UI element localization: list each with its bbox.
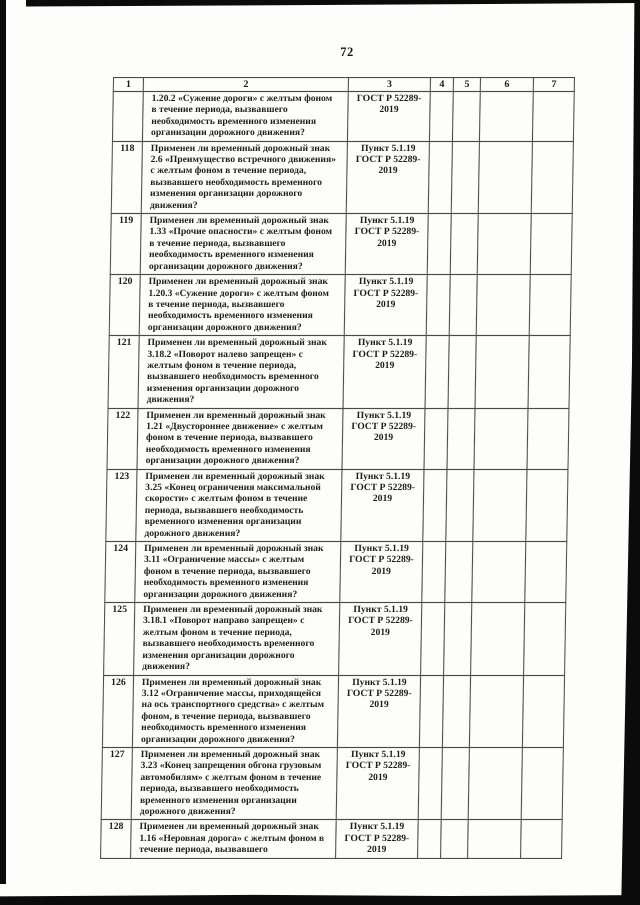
column-header-2: 2 bbox=[143, 78, 348, 92]
reference-cell bbox=[337, 675, 420, 747]
reference-text: Пункт 5.1.19 ГОСТ Р 52289-2019 bbox=[350, 470, 416, 505]
table-row bbox=[104, 603, 566, 675]
answer-cell-7 bbox=[529, 275, 571, 336]
reference-cell bbox=[343, 336, 426, 408]
answer-cell-6 bbox=[468, 820, 522, 858]
table-row bbox=[101, 820, 563, 858]
row-number: 118 bbox=[120, 142, 135, 154]
question-cell bbox=[142, 92, 348, 142]
question-cell bbox=[136, 469, 342, 541]
answer-cell-5 bbox=[452, 92, 480, 142]
answer-cell-7 bbox=[530, 214, 572, 275]
row-number-cell bbox=[111, 141, 142, 213]
reference-cell bbox=[336, 747, 419, 819]
answer-cell-5 bbox=[441, 747, 469, 819]
table-row bbox=[111, 141, 573, 213]
answer-cell-7 bbox=[527, 408, 569, 469]
answer-cell-6 bbox=[471, 603, 525, 675]
row-number: 123 bbox=[114, 470, 130, 482]
answer-cell-4 bbox=[426, 275, 450, 336]
scan-edge-right bbox=[620, 0, 640, 905]
answer-cell-6 bbox=[474, 408, 528, 469]
question-text: Применен ли временный дорожный знак 1.33 «Прочие опасности» с желтым фоном в течение периода, вызвавшего необходимость временного изменения организации дорожного движения? bbox=[148, 215, 333, 272]
reference-text: ГОСТ Р 52289-2019 bbox=[356, 93, 422, 116]
answer-cell-6 bbox=[469, 675, 523, 747]
answer-cell-5 bbox=[442, 675, 470, 747]
answer-cell-6 bbox=[468, 747, 522, 819]
answer-cell-4 bbox=[427, 214, 451, 275]
answer-cell-6 bbox=[478, 141, 532, 213]
checklist-table-container bbox=[100, 77, 575, 859]
table-row bbox=[112, 92, 574, 142]
answer-cell-7 bbox=[521, 820, 563, 858]
question-text: Применен ли временный дорожный знак 3.12 «Ограничение массы, приходящейся на ось транспортного средства» с желтым фоном, в течение периода, вызвавшего необходимость временного изменения организации дорожного движения? bbox=[140, 676, 325, 745]
table-row bbox=[109, 275, 571, 336]
question-text: Применен ли временный дорожный знак 3.23 «Конец запрещения обгона грузовым автомобилям» с желтым фоном в течение периода, вызвавшего необходимость временного изменения организации дорожного движения? bbox=[139, 748, 322, 817]
answer-cell-6 bbox=[476, 275, 530, 336]
row-number: 126 bbox=[111, 676, 126, 688]
answer-cell-4 bbox=[429, 92, 453, 142]
reference-cell bbox=[342, 408, 425, 469]
row-number-cell bbox=[106, 469, 137, 541]
row-number-cell bbox=[104, 603, 135, 675]
question-text: Применен ли временный дорожный знак 2.6 «Преимущество встречного движения» с желтым фоном в течение периода, вызвавшего необходимость временного изменения организации дорожного движения? bbox=[149, 142, 337, 211]
answer-cell-5 bbox=[447, 408, 475, 469]
column-header-5: 5 bbox=[453, 78, 480, 92]
table-row bbox=[106, 469, 568, 541]
answer-cell-4 bbox=[419, 675, 443, 747]
question-text: Применен ли временный дорожный знак 1.21 «Двустороннее движение» с желтым фоном в течение периода, вызвавшего необходимость временного изменения организации дорожного движения? bbox=[145, 409, 326, 467]
row-number-cell bbox=[105, 542, 136, 603]
row-number-cell bbox=[107, 408, 138, 469]
answer-cell-5 bbox=[444, 603, 472, 675]
reference-cell bbox=[344, 275, 427, 336]
reference-cell bbox=[340, 542, 423, 603]
reference-text: Пункт 5.1.19 ГОСТ Р 52289-2019 bbox=[351, 409, 417, 444]
reference-cell bbox=[346, 141, 429, 213]
row-number: 119 bbox=[118, 215, 134, 227]
row-number: 121 bbox=[116, 337, 132, 349]
page-number: 72 bbox=[340, 45, 354, 59]
row-number: 125 bbox=[112, 604, 128, 616]
answer-cell-4 bbox=[421, 603, 445, 675]
answer-cell-5 bbox=[441, 820, 469, 858]
table-row bbox=[108, 336, 570, 408]
answer-cell-7 bbox=[524, 603, 566, 675]
answer-cell-6 bbox=[477, 214, 531, 275]
column-header-7: 7 bbox=[533, 78, 574, 92]
reference-cell bbox=[345, 214, 428, 275]
answer-cell-7 bbox=[528, 336, 570, 408]
table-row bbox=[110, 214, 572, 275]
column-header-6: 6 bbox=[480, 78, 533, 92]
answer-cell-4 bbox=[418, 820, 442, 858]
question-text: Применен ли временный дорожный знак 3.18.2 «Поворот налево запрещен» с желтым фоном в течение периода, вызвавшего необходимость временного изменения организации дорожного движения? bbox=[146, 337, 328, 406]
answer-cell-5 bbox=[450, 214, 478, 275]
answer-cell-7 bbox=[522, 675, 564, 747]
answer-cell-4 bbox=[428, 141, 452, 213]
answer-cell-6 bbox=[473, 469, 527, 541]
row-number-cell bbox=[108, 336, 139, 408]
answer-cell-5 bbox=[449, 275, 477, 336]
question-cell bbox=[134, 603, 340, 675]
answer-cell-5 bbox=[451, 141, 479, 213]
table-row bbox=[102, 675, 564, 747]
question-cell bbox=[131, 820, 337, 858]
reference-text: Пункт 5.1.19 ГОСТ Р 52289-2019 bbox=[353, 276, 419, 310]
table-header-row bbox=[113, 78, 574, 92]
table-row bbox=[105, 542, 567, 603]
row-number-cell bbox=[110, 214, 141, 275]
question-text: Применен ли временный дорожный знак 3.11 «Ограничение массы» с желтым фоном в течение периода, вызвавшего необходимость временного изменения организации дорожного движения? bbox=[143, 543, 324, 600]
reference-text: Пункт 5.1.19 ГОСТ Р 52289-2019 bbox=[355, 142, 421, 177]
answer-cell-7 bbox=[526, 469, 568, 541]
column-header-4: 4 bbox=[430, 78, 453, 92]
reference-text: Пункт 5.1.19 ГОСТ Р 52289-2019 bbox=[354, 215, 420, 249]
table-row bbox=[101, 747, 563, 819]
reference-cell bbox=[339, 603, 422, 675]
row-number-cell bbox=[101, 820, 132, 858]
answer-cell-5 bbox=[445, 542, 473, 603]
answer-cell-7 bbox=[525, 542, 567, 603]
question-cell bbox=[141, 141, 347, 213]
row-number: 120 bbox=[117, 276, 133, 288]
question-text: Применен ли временный дорожный знак 1.20.3 «Сужение дороги» с желтым фоном в течение периода, вызвавшего необходимость временного изменения организации дорожного движения? bbox=[147, 276, 330, 333]
answer-cell-7 bbox=[532, 92, 574, 142]
question-text: Применен ли временный дорожный знак 3.18.1 «Поворот направо запрещен» с желтым фоном в течение периода, вызвавшего необходимость временного изменения организации дорожного движения? bbox=[142, 604, 323, 673]
reference-text: Пункт 5.1.19 ГОСТ Р 52289-2019 bbox=[352, 337, 418, 371]
row-number-cell bbox=[101, 747, 132, 819]
row-number: 128 bbox=[108, 821, 124, 833]
question-cell bbox=[137, 408, 343, 469]
row-number: 122 bbox=[115, 409, 131, 421]
answer-cell-6 bbox=[472, 542, 526, 603]
question-text: 1.20.2 «Сужение дороги» с желтым фоном в течение периода, вызвавшего необходимость временного изменения организации дорожного движения? bbox=[150, 93, 333, 139]
reference-cell bbox=[347, 92, 430, 142]
answer-cell-6 bbox=[479, 92, 533, 142]
answer-cell-4 bbox=[418, 747, 442, 819]
reference-text: Пункт 5.1.19 ГОСТ Р 52289-2019 bbox=[345, 748, 411, 783]
answer-cell-7 bbox=[531, 141, 573, 213]
row-number-cell bbox=[102, 675, 133, 747]
scan-edge-top bbox=[26, 0, 636, 8]
answer-cell-4 bbox=[424, 408, 448, 469]
answer-cell-5 bbox=[446, 469, 474, 541]
column-header-3: 3 bbox=[348, 78, 430, 92]
answer-cell-5 bbox=[448, 336, 476, 408]
answer-cell-4 bbox=[422, 542, 446, 603]
question-text: Применен ли временный дорожный знак 3.25 «Конец ограничения максимальной скорости» с желтым фоном в течение периода, вызвавшего необходимость временного изменения организации дорожного движения? bbox=[144, 470, 325, 539]
reference-text: Пункт 5.1.19 ГОСТ Р 52289-2019 bbox=[349, 543, 414, 577]
checklist-table bbox=[100, 77, 575, 859]
reference-text: Пункт 5.1.19 ГОСТ Р 52289-2019 bbox=[346, 676, 412, 711]
question-cell bbox=[135, 542, 341, 603]
question-cell bbox=[132, 675, 338, 747]
row-number-cell bbox=[112, 92, 143, 142]
scan-edge-bottom bbox=[0, 894, 640, 905]
reference-cell bbox=[341, 469, 424, 541]
reference-cell bbox=[336, 820, 419, 858]
table-row bbox=[107, 408, 569, 469]
question-cell bbox=[131, 747, 337, 819]
reference-text: Пункт 5.1.19 ГОСТ Р 52289-2019 bbox=[348, 604, 413, 638]
row-number-cell bbox=[109, 275, 140, 336]
question-cell bbox=[140, 214, 346, 275]
answer-cell-7 bbox=[521, 747, 563, 819]
column-header-1: 1 bbox=[113, 78, 143, 92]
row-number: 124 bbox=[113, 543, 129, 555]
row-number: 127 bbox=[109, 748, 125, 760]
reference-text: Пункт 5.1.19 ГОСТ Р 52289-2019 bbox=[344, 821, 410, 856]
answer-cell-6 bbox=[475, 336, 529, 408]
answer-cell-4 bbox=[425, 336, 449, 408]
question-cell bbox=[139, 275, 345, 336]
answer-cell-4 bbox=[423, 469, 447, 541]
question-cell bbox=[138, 336, 344, 408]
question-text: Применен ли временный дорожный знак 1.16 «Неровная дорога» с желтым фоном в течение периода, вызвавшего bbox=[139, 821, 325, 856]
scan-edge-left bbox=[0, 0, 6, 884]
